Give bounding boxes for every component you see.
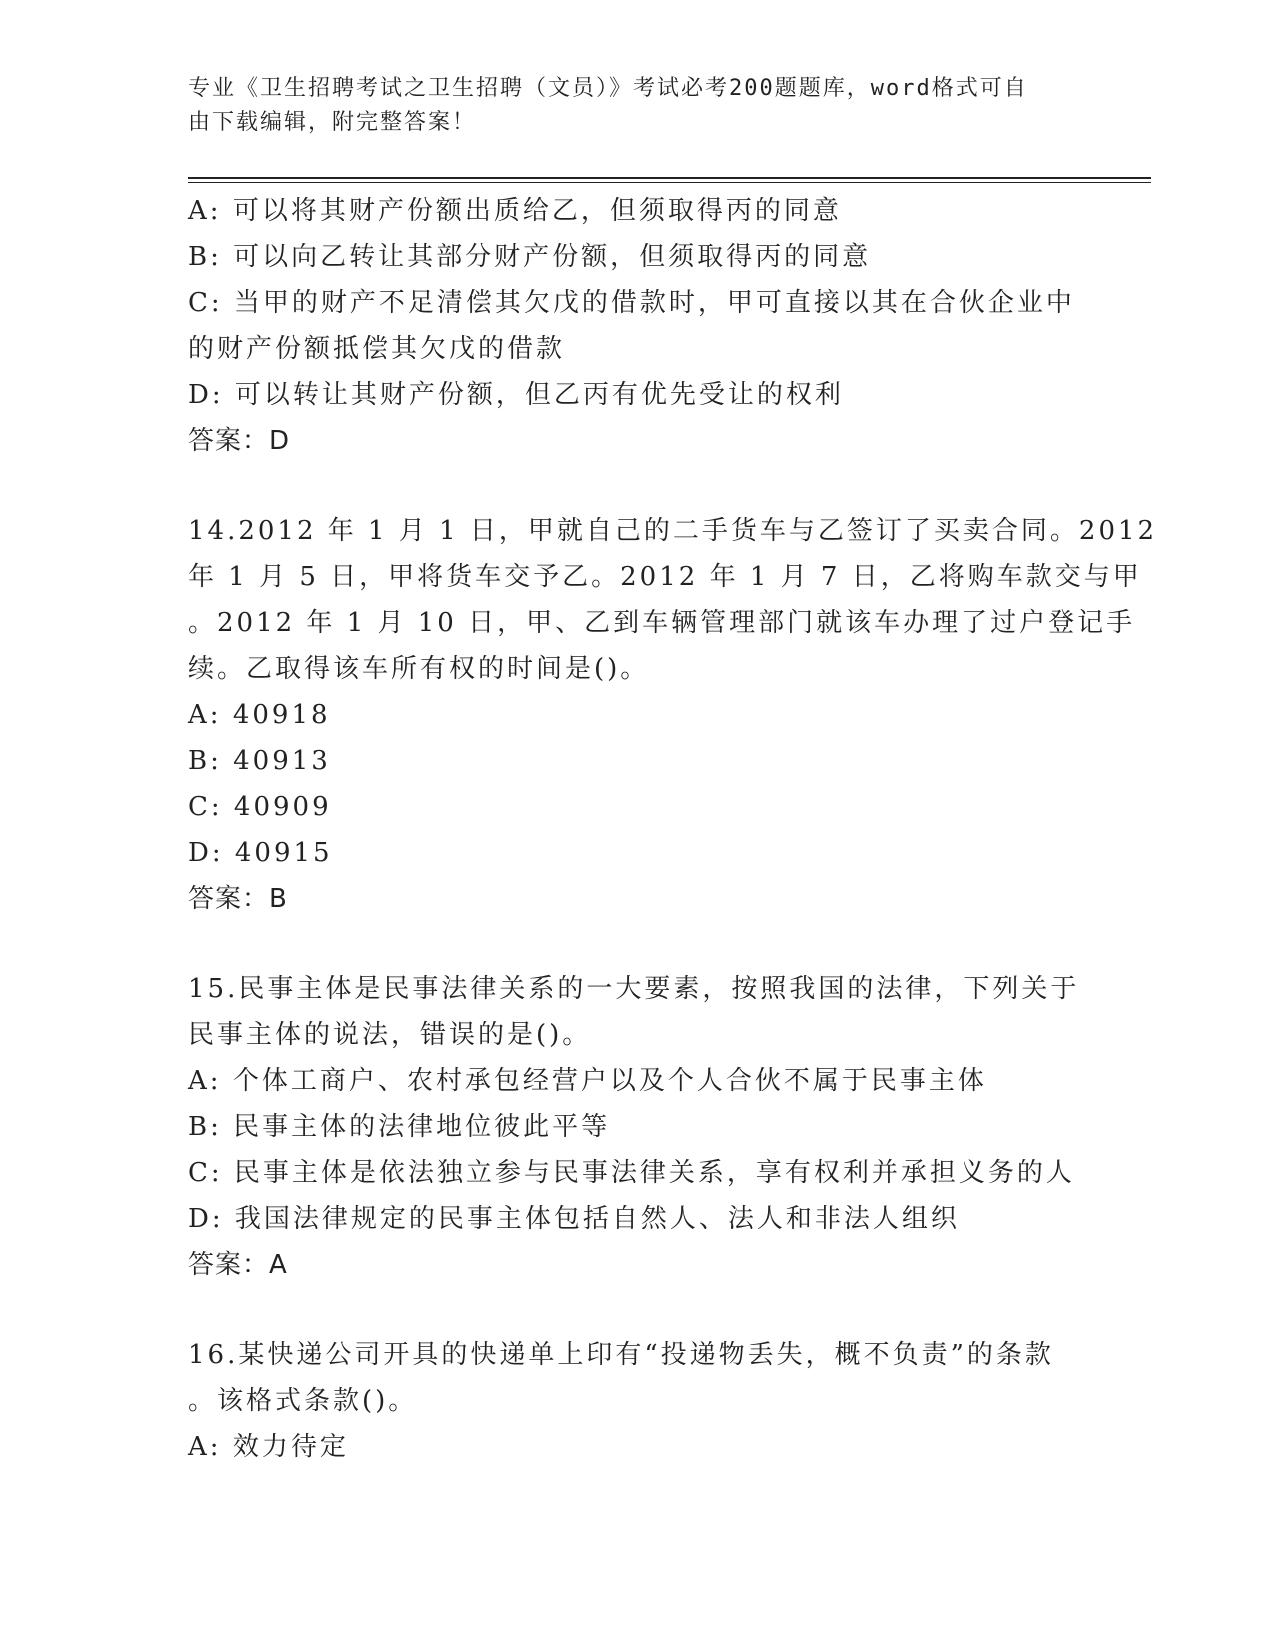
answer-line: 答案：D <box>188 426 291 456</box>
question-14 <box>188 508 1158 922</box>
answer-line: 答案：B <box>188 884 288 914</box>
question-stem: 。2012 年 1 月 10 日，甲、乙到车辆管理部门就该车办理了过户登记手 <box>188 608 1136 638</box>
question-16 <box>188 1332 1088 1470</box>
option-text: 当甲的财产不足清偿其欠戊的借款时，甲可直接以其在合伙企业中 <box>233 288 1075 318</box>
option-text: 40918 <box>232 700 331 730</box>
option-label: A: <box>188 1066 222 1096</box>
option-text: 效力待定 <box>232 1432 349 1462</box>
header-divider-thick <box>188 177 1151 179</box>
document-header <box>188 72 1068 140</box>
option-a <box>188 692 1088 738</box>
option-text: 可以转让其财产份额，但乙丙有优先受让的权利 <box>234 380 844 410</box>
option-label: C: <box>188 1158 223 1188</box>
option-text: 40913 <box>233 746 331 776</box>
option-label: D: <box>188 838 224 868</box>
question-stem: 16.某快递公司开具的快递单上印有“投递物丢失，概不负责”的条款 <box>188 1340 1054 1370</box>
question-stem: 14.2012 年 1 月 1 日，甲就自己的二手货车与乙签订了买卖合同。2012 <box>188 516 1158 546</box>
option-d <box>188 372 1088 418</box>
header-line-1: 专业《卫生招聘考试之卫生招聘（文员）》考试必考200题题库，word格式可自 <box>188 76 1028 101</box>
question-13 <box>188 188 1088 464</box>
option-c <box>188 280 1088 326</box>
header-divider-thin <box>188 182 1151 183</box>
question-stem: 15.民事主体是民事法律关系的一大要素，按照我国的法律，下列关于 <box>188 974 1080 1004</box>
option-c <box>188 784 1088 830</box>
option-a <box>188 188 1088 234</box>
option-b <box>188 738 1088 784</box>
answer-line: 答案：A <box>188 1250 288 1280</box>
option-label: D: <box>188 380 224 410</box>
header-line-2: 由下载编辑，附完整答案！ <box>188 110 477 135</box>
option-text: 可以将其财产份额出质给乙，但须取得丙的同意 <box>232 196 842 226</box>
question-stem: 民事主体的说法，错误的是()。 <box>188 1020 592 1050</box>
question-stem: 年 1 月 5 日，甲将货车交予乙。2012 年 1 月 7 日，乙将购车款交与甲 <box>188 562 1142 592</box>
option-label: B: <box>188 746 222 776</box>
option-label: A: <box>188 196 222 226</box>
option-c <box>188 1150 1088 1196</box>
option-label: C: <box>188 288 223 318</box>
question-15 <box>188 966 1088 1288</box>
option-label: A: <box>188 700 222 730</box>
option-text: 40915 <box>234 838 333 868</box>
option-text: 民事主体是依法独立参与民事法律关系，享有权利并承担义务的人 <box>233 1158 1075 1188</box>
option-a <box>188 1424 1088 1470</box>
option-text: 可以向乙转让其部分财产份额，但须取得丙的同意 <box>233 242 872 272</box>
question-stem: 续。乙取得该车所有权的时间是()。 <box>188 654 650 684</box>
option-d <box>188 830 1088 876</box>
option-c-continued: 的财产份额抵偿其欠戊的借款 <box>188 334 566 364</box>
option-text: 我国法律规定的民事主体包括自然人、法人和非法人组织 <box>234 1204 960 1234</box>
option-b <box>188 1104 1088 1150</box>
question-stem: 。该格式条款()。 <box>188 1386 418 1416</box>
option-d <box>188 1196 1088 1242</box>
option-b <box>188 234 1088 280</box>
option-label: B: <box>188 242 222 272</box>
option-text: 40909 <box>233 792 332 822</box>
option-text: 民事主体的法律地位彼此平等 <box>233 1112 611 1142</box>
document-body <box>188 188 1158 1470</box>
option-label: A: <box>188 1432 222 1462</box>
option-a <box>188 1058 1088 1104</box>
option-text: 个体工商户、农村承包经营户以及个人合伙不属于民事主体 <box>232 1066 987 1096</box>
option-label: B: <box>188 1112 222 1142</box>
option-label: C: <box>188 792 223 822</box>
option-label: D: <box>188 1204 224 1234</box>
